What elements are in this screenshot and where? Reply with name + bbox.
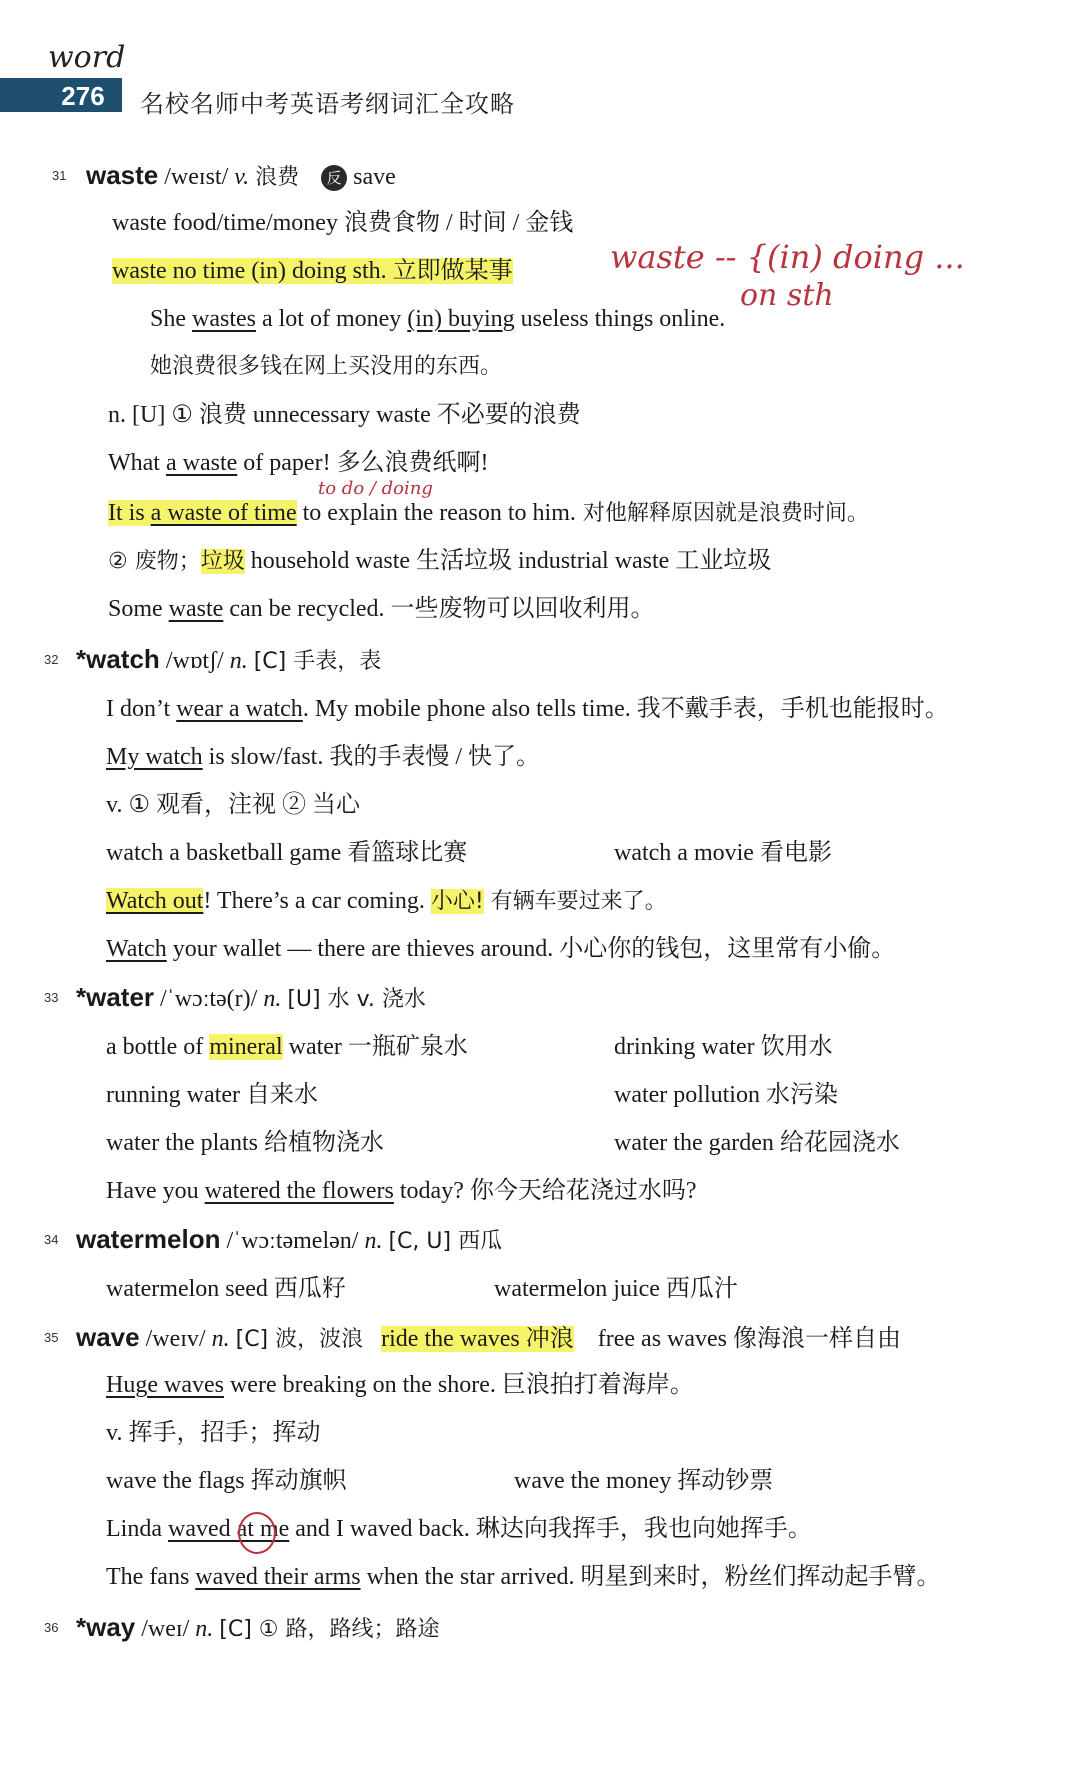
headword: wave	[76, 1322, 140, 1352]
entry-number: 33	[44, 990, 59, 1005]
example-sentence	[106, 1174, 697, 1208]
handwritten-word-note: word	[48, 40, 126, 75]
headword: *water	[76, 982, 155, 1012]
example-sentence	[108, 592, 655, 626]
entry-heading-water	[76, 980, 426, 1017]
entry-number: 34	[44, 1232, 59, 1247]
meaning: 浪费	[255, 165, 300, 190]
underlined-text: Watch	[106, 936, 167, 962]
highlighted-phrase: waste no time (in) doing sth. 立即做某事	[112, 258, 513, 284]
highlighted-phrase: Watch out	[106, 888, 204, 914]
opposite-badge: 反	[321, 165, 347, 191]
sense-line: v. 挥手，招手；挥动	[106, 1420, 321, 1446]
entry-number: 36	[44, 1620, 59, 1635]
part-of-speech: n.	[364, 1228, 383, 1254]
highlighted-phrase: 垃圾	[200, 549, 245, 574]
underlined-text: waste	[168, 596, 224, 622]
underlined-text: waved at me	[167, 1516, 290, 1542]
entry-heading-way	[76, 1610, 440, 1647]
example-line: waste food/time/money 浪费食物 / 时间 / 金钱	[112, 210, 574, 236]
text: can be recycled. 一些废物可以回收利用。	[223, 596, 655, 622]
underlined-text: wear a watch	[176, 696, 303, 722]
highlighted-phrase: 小心!	[430, 889, 484, 914]
text: It is	[108, 500, 151, 526]
sense-line	[108, 544, 771, 579]
entry-number: 31	[52, 168, 67, 183]
example-line: wave the flags 挥动旗帜	[106, 1468, 347, 1494]
text: household waste 生活垃圾 industrial waste 工业垃圾	[244, 548, 772, 574]
text: What	[108, 450, 166, 476]
example-line: watch a basketball game 看篮球比赛	[106, 840, 468, 866]
example-sentence	[108, 446, 489, 480]
underlined-text: a waste of time	[150, 500, 297, 526]
book-title: 名校名师中考英语考纲词汇全攻略	[140, 90, 515, 118]
example-sentence	[106, 932, 895, 966]
translation: 她浪费很多钱在网上买没用的东西。	[150, 354, 503, 379]
example-sentence	[106, 884, 667, 919]
handwritten-circle-mark	[238, 1512, 276, 1554]
text: Some	[108, 596, 169, 622]
meaning: [C] 手表，表	[253, 649, 382, 674]
example-sentence	[106, 1560, 941, 1594]
example-sentence	[106, 740, 540, 774]
entry-heading-watermelon	[76, 1222, 502, 1259]
part-of-speech: v.	[234, 164, 250, 190]
phonetic: /weɪst/	[164, 164, 229, 190]
text: . My mobile phone also tells time. 我不戴手表，手机也能报时。	[302, 696, 949, 722]
meaning: [C, U] 西瓜	[388, 1229, 503, 1254]
entry-heading-waste	[86, 158, 396, 195]
example-sentence	[108, 496, 869, 531]
phonetic: /ˈwɔːtəmelən/	[226, 1228, 359, 1254]
highlighted-phrase	[108, 500, 297, 526]
opposite-word: save	[353, 164, 396, 190]
text: your wallet — there are thieves around. 小心你的钱包，这里常有小偷。	[166, 936, 896, 962]
text: ! There’s a car coming.	[203, 888, 431, 914]
example-line: wave the money 挥动钞票	[514, 1468, 774, 1494]
headword: watermelon	[76, 1224, 221, 1254]
handwritten-note: to do / doing	[318, 478, 433, 499]
example-sentence	[150, 302, 725, 336]
text: of paper! 多么浪费纸啊!	[237, 450, 489, 476]
text: today? 你今天给花浇过水吗?	[393, 1178, 697, 1204]
phrase: free as waves 像海浪一样自由	[597, 1326, 902, 1352]
text: and I waved back. 琳达向我挥手，我也向她挥手。	[289, 1516, 812, 1542]
example-line: water the garden 给花园浇水	[614, 1130, 900, 1156]
headword: *way	[76, 1612, 136, 1642]
text: is slow/fast. 我的手表慢 / 快了。	[202, 744, 540, 770]
phonetic: /wɒtʃ/	[165, 648, 224, 674]
part-of-speech: n.	[229, 648, 248, 674]
example-sentence	[106, 1512, 812, 1546]
underlined-text: watered the flowers	[204, 1178, 394, 1204]
example-line: running water 自来水	[106, 1082, 318, 1108]
text: water 一瓶矿泉水	[282, 1034, 468, 1060]
meaning: [C] 波，波浪	[235, 1327, 364, 1352]
headword: *watch	[76, 644, 160, 674]
text: The fans	[106, 1564, 196, 1590]
text: when the star arrived. 明星到来时，粉丝们挥动起手臂。	[360, 1564, 941, 1590]
text: ② 废物；	[108, 549, 201, 574]
phonetic: /weɪv/	[145, 1326, 206, 1352]
entry-heading-wave	[76, 1320, 901, 1357]
text: a bottle of	[106, 1034, 210, 1060]
text: to explain the reason to him.	[296, 500, 576, 526]
highlighted-phrase: ride the waves 冲浪	[381, 1326, 574, 1352]
entry-number: 32	[44, 652, 59, 667]
translation: 对他解释原因就是浪费时间。	[575, 501, 869, 526]
entry-heading-watch	[76, 642, 381, 679]
text: Linda	[106, 1516, 168, 1542]
phonetic: /ˈwɔːtə(r)/	[160, 986, 258, 1012]
part-of-speech: n.	[263, 986, 282, 1012]
example-line: watch a movie 看电影	[614, 840, 832, 866]
text: were breaking on the shore. 巨浪拍打着海岸。	[223, 1372, 694, 1398]
translation: 有辆车要过来了。	[483, 889, 667, 914]
sense-line: n. [U] ① 浪费 unnecessary waste 不必要的浪费	[108, 402, 581, 428]
highlighted-phrase: mineral	[209, 1034, 283, 1060]
part-of-speech: n.	[195, 1616, 214, 1642]
meaning: [C] ① 路，路线；路途	[219, 1617, 440, 1642]
text: I don’t	[106, 696, 177, 722]
underlined-text: Huge waves	[106, 1372, 224, 1398]
handwritten-note: on sth	[740, 278, 834, 313]
example-line	[106, 1030, 468, 1064]
example-line: watermelon seed 西瓜籽	[106, 1276, 346, 1302]
example-sentence	[106, 692, 949, 726]
example-line: water pollution 水污染	[614, 1082, 838, 1108]
example-line: watermelon juice 西瓜汁	[494, 1276, 738, 1302]
underlined-text: waved their arms	[195, 1564, 361, 1590]
underlined-text: (in) buying	[407, 306, 515, 332]
underlined-text: wastes	[192, 306, 256, 332]
text: useless things online.	[514, 306, 726, 332]
example-line: water the plants 给植物浇水	[106, 1130, 384, 1156]
sense-line: v. ① 观看，注视 ② 当心	[106, 792, 360, 818]
phonetic: /weɪ/	[141, 1616, 190, 1642]
text: Have you	[106, 1178, 205, 1204]
underlined-text: a waste	[165, 450, 238, 476]
part-of-speech: n.	[211, 1326, 230, 1352]
example-line	[112, 254, 513, 288]
meaning: [U] 水 v. 浇水	[287, 987, 426, 1012]
example-sentence	[106, 1368, 694, 1402]
page-number: 276	[61, 81, 105, 111]
text: She	[150, 306, 192, 332]
entry-number: 35	[44, 1330, 59, 1345]
text: a lot of money	[255, 306, 408, 332]
handwritten-note: waste -- {(in) doing ...	[610, 238, 965, 276]
underlined-text: My watch	[106, 744, 203, 770]
headword: waste	[86, 160, 159, 190]
example-line: drinking water 饮用水	[614, 1034, 833, 1060]
